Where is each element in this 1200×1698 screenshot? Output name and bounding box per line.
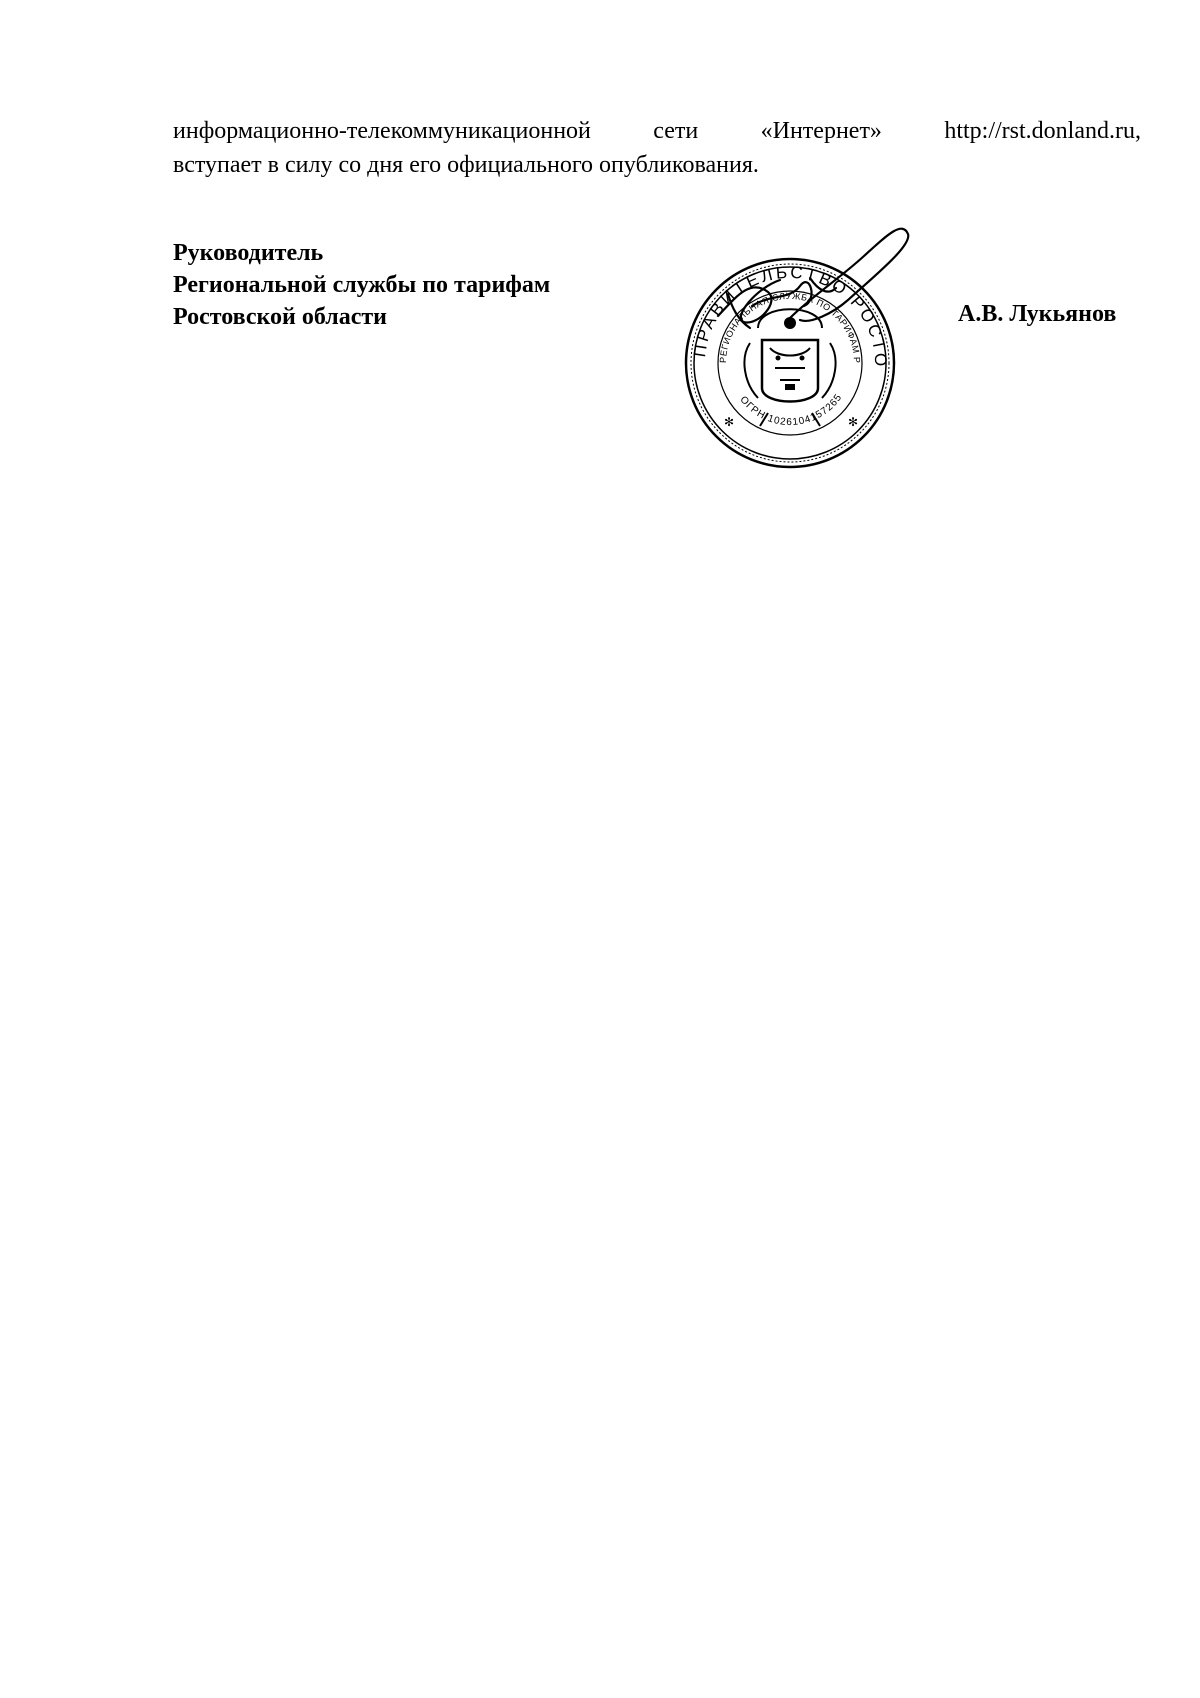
body-paragraph [173,114,1141,182]
signatory-title-line-1: Руководитель [173,240,324,266]
paragraph-line-2: вступает в силу со дня его официального опубликования. [173,152,759,178]
svg-text:✻: ✻ [848,415,859,429]
svg-text:ПРАВИТЕЛЬСТВО РОСТОВСКОЙ ОБЛАС: ПРАВИТЕЛЬСТВО РОСТО [689,262,891,370]
svg-text:✻: ✻ [724,415,735,429]
official-seal-with-signature [640,208,940,480]
signatory-name: А.В. Лукьянов [958,301,1117,327]
paragraph-line-1: информационно-телекоммуникационной сети «Интернет» http://rst.donland.ru, [173,118,1141,144]
svg-text:РЕГИОНАЛЬНАЯ СЛУЖБА ПО ТАРИФАМ: РЕГИОНАЛЬНАЯ СЛУЖБА ПО ТАРИФАМ Р [717,290,863,364]
svg-text:ОГРН 1026104157265: ОГРН 1026104157265 [737,391,845,429]
seal-icon [640,208,940,480]
signatory-title-line-2: Региональной службы по тарифам [173,272,551,298]
signatory-title-line-3: Ростовской области [173,304,387,330]
signatory-title [173,237,550,333]
